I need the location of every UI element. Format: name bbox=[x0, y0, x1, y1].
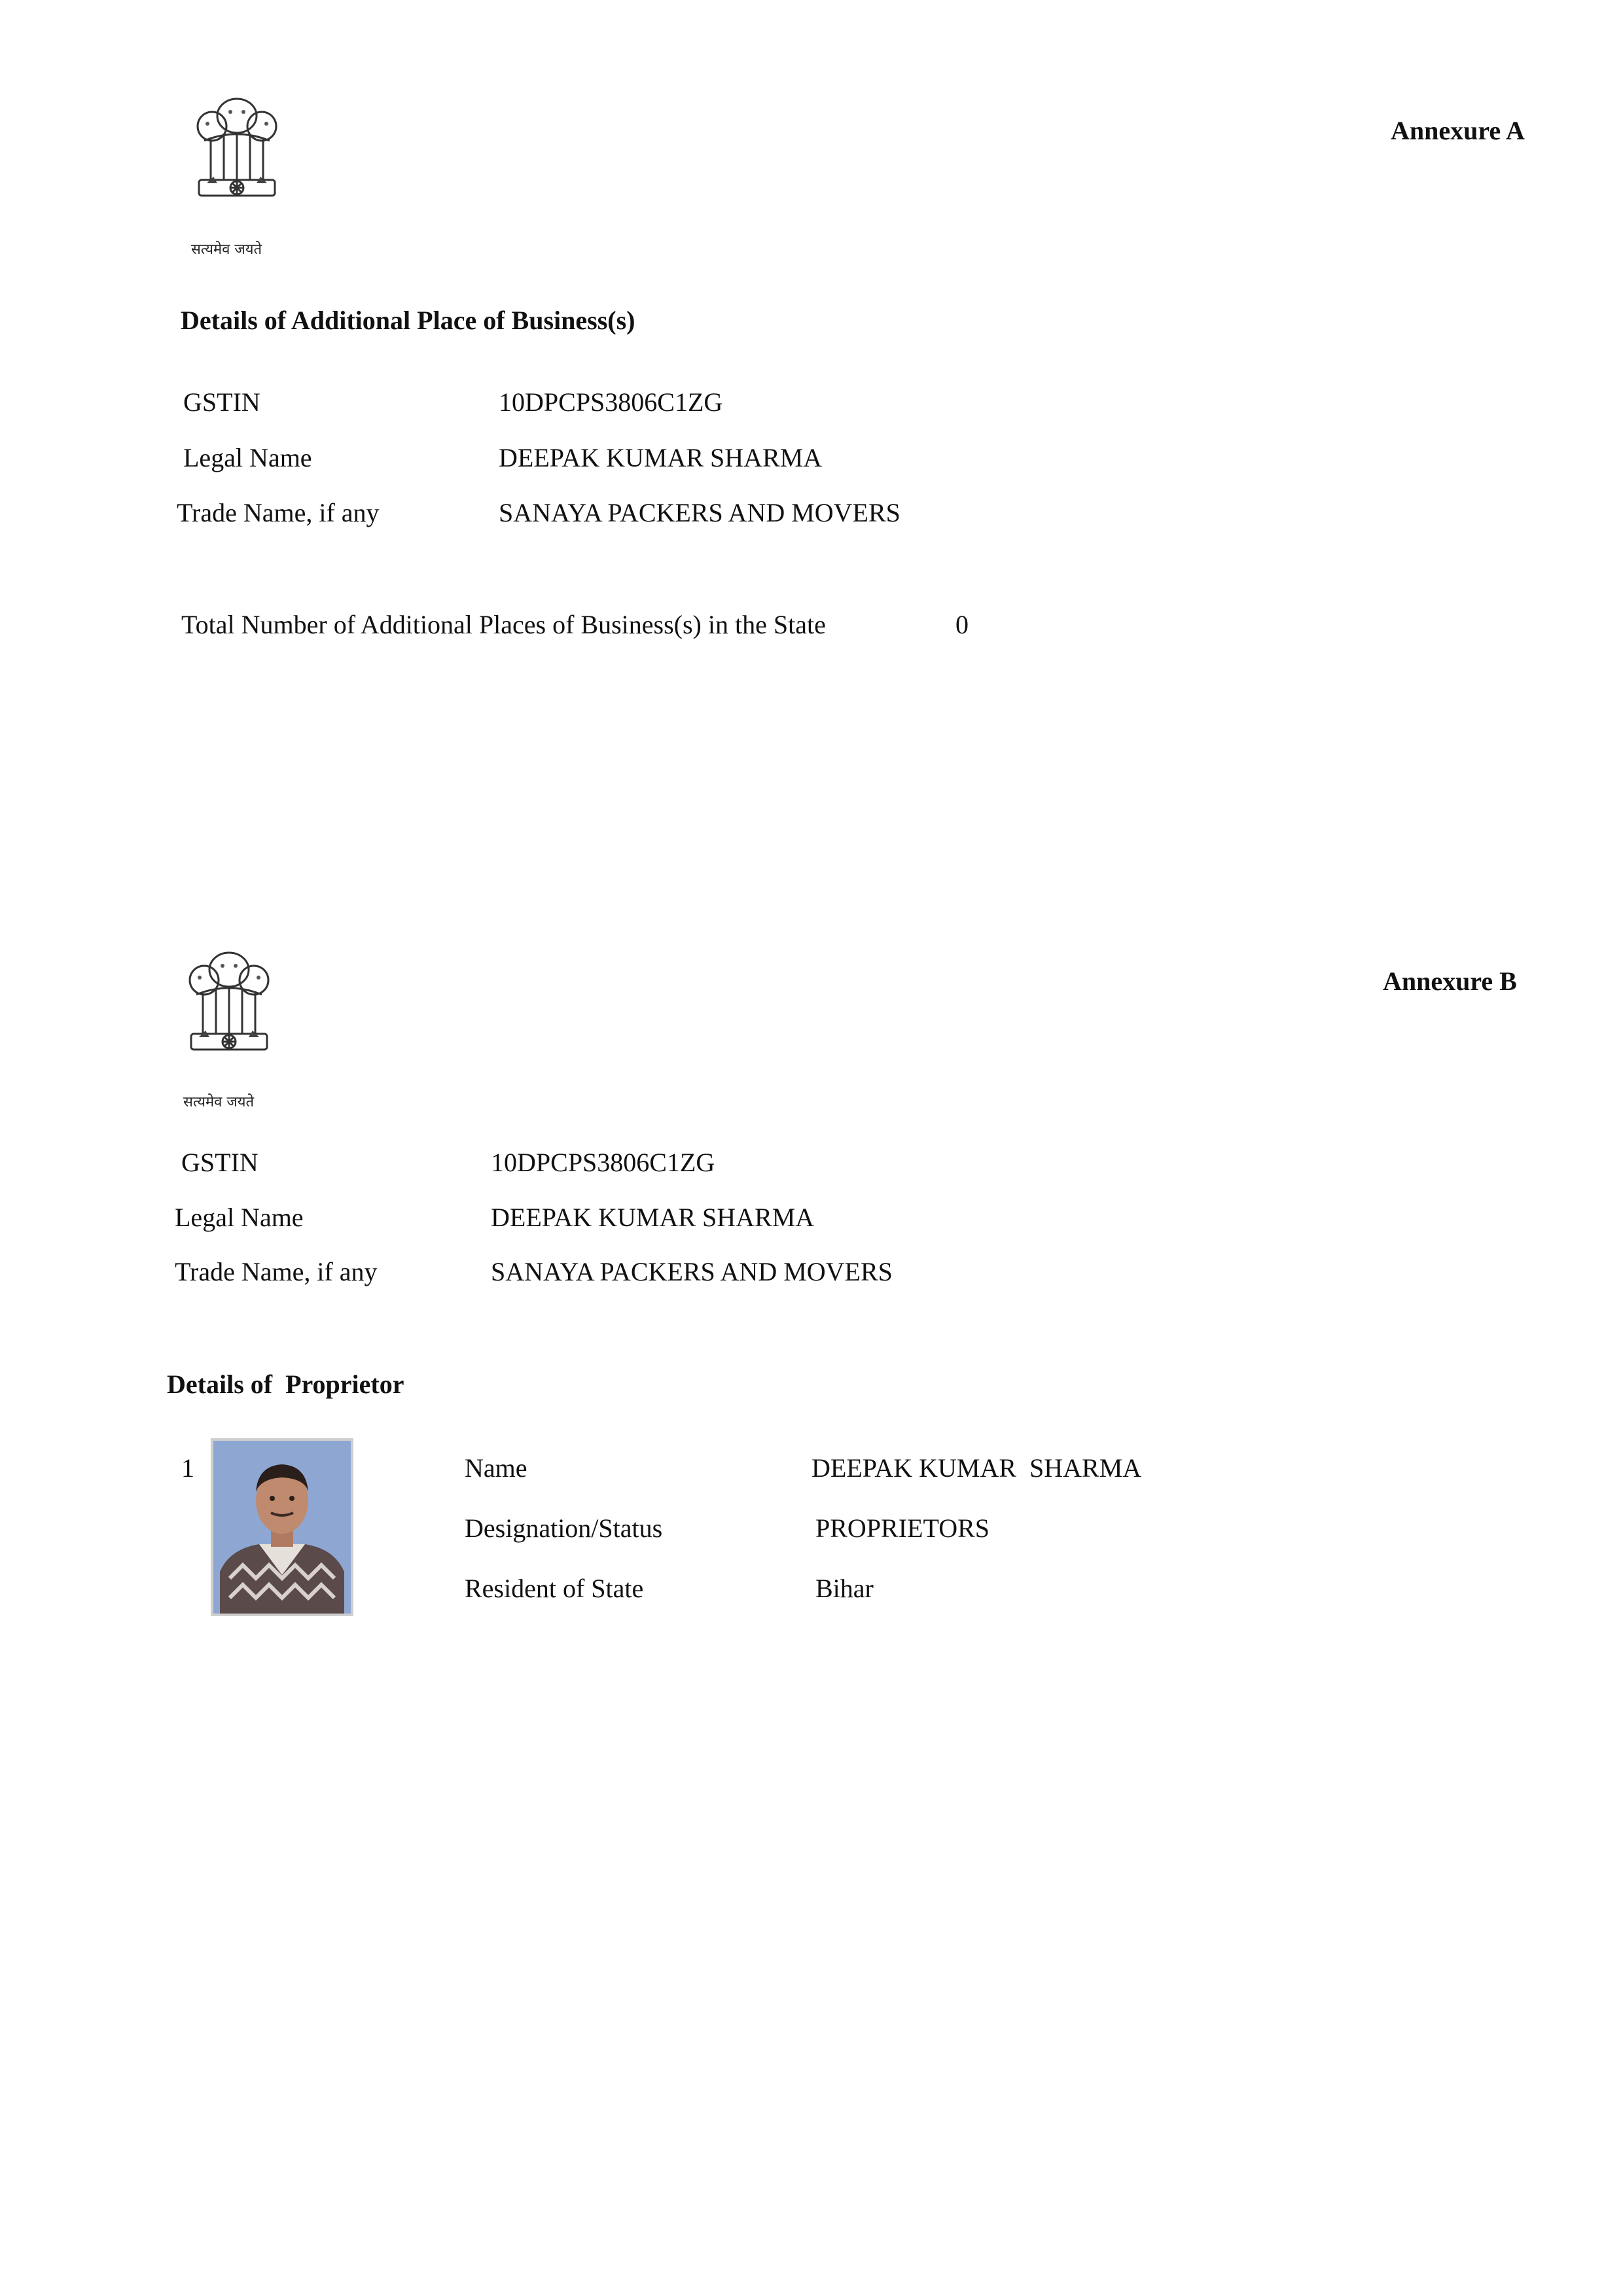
gstin-value-b: 10DPCPS3806C1ZG bbox=[491, 1148, 715, 1177]
national-emblem-logo-b bbox=[177, 942, 281, 1060]
proprietor-photo bbox=[211, 1438, 353, 1616]
national-emblem-logo-a bbox=[185, 88, 289, 206]
lion-capital-icon bbox=[177, 942, 281, 1060]
section-title-proprietor: Details of Proprietor bbox=[167, 1369, 404, 1399]
total-additional-places-value: 0 bbox=[955, 610, 969, 639]
legal-name-label-a: Legal Name bbox=[183, 443, 312, 472]
annexure-b-label: Annexure B bbox=[1383, 966, 1517, 996]
legal-name-label-b: Legal Name bbox=[175, 1203, 304, 1232]
resident-state-label: Resident of State bbox=[465, 1574, 644, 1603]
emblem-motto-a: सत्यमेव जयते bbox=[191, 241, 262, 258]
section-title-additional-places: Details of Additional Place of Business(s) bbox=[181, 306, 635, 335]
proprietor-name-value: DEEPAK KUMAR SHARMA bbox=[812, 1453, 1142, 1483]
resident-state-value: Bihar bbox=[815, 1574, 874, 1603]
gstin-label-b: GSTIN bbox=[181, 1148, 259, 1177]
legal-name-value-a: DEEPAK KUMAR SHARMA bbox=[499, 443, 823, 472]
person-photo-icon bbox=[213, 1441, 351, 1614]
trade-name-value-b: SANAYA PACKERS AND MOVERS bbox=[491, 1257, 893, 1286]
total-additional-places-label: Total Number of Additional Places of Business(s) in the State bbox=[181, 610, 826, 639]
trade-name-value-a: SANAYA PACKERS AND MOVERS bbox=[499, 498, 901, 527]
designation-value: PROPRIETORS bbox=[815, 1513, 990, 1543]
proprietor-index: 1 bbox=[181, 1453, 194, 1483]
legal-name-value-b: DEEPAK KUMAR SHARMA bbox=[491, 1203, 815, 1232]
annexure-a-label: Annexure A bbox=[1391, 116, 1525, 145]
designation-label: Designation/Status bbox=[465, 1513, 663, 1543]
trade-name-label-b: Trade Name, if any bbox=[175, 1257, 378, 1286]
emblem-motto-b: सत्यमेव जयते bbox=[183, 1094, 255, 1110]
gstin-label-a: GSTIN bbox=[183, 387, 260, 417]
gstin-value-a: 10DPCPS3806C1ZG bbox=[499, 387, 723, 417]
trade-name-label-a: Trade Name, if any bbox=[177, 498, 380, 527]
proprietor-name-label: Name bbox=[465, 1453, 527, 1483]
lion-capital-icon bbox=[185, 88, 289, 206]
